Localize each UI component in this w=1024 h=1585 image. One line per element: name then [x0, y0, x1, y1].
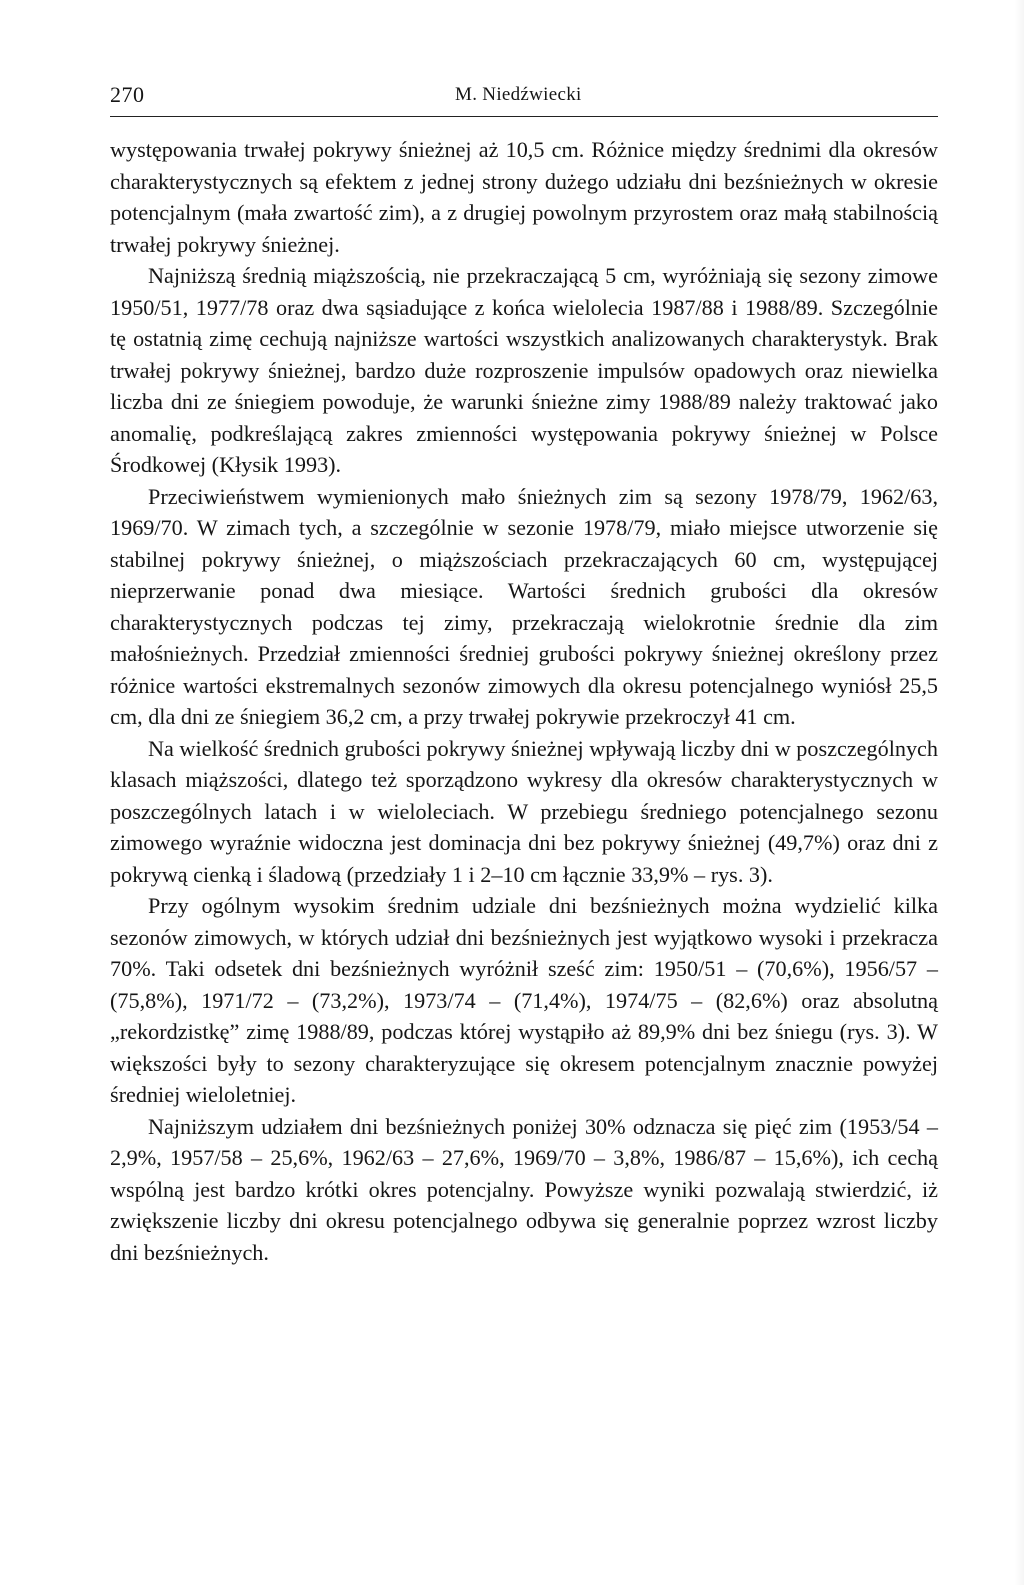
page-header — [110, 82, 938, 117]
paragraph-lowest-thickness: Najniższą średnią miąższością, nie przekraczającą 5 cm, wyróżniają się sezony zimowe 1950/51, 1977/78 oraz dwa sąsiadujące z końca wielolecia 1987/88 i 1988/89. Szczególnie tę ostatnią zimę cechują najniższe wartości wszystkich analizowanych charakterystyk. Brak trwałej pokrywy śnieżnej, bardzo duże rozproszenie impulsów opadowych oraz niewielka liczba dni ze śniegiem powoduje, że warunki śnieżne zimy 1988/89 należy traktować jako anomalię, podkreślającą zakres zmienności występowania pokrywy śnieżnej w Polsce Środkowej (Kłysik 1993). — [110, 263, 938, 477]
body-text — [110, 134, 938, 1268]
paragraph-snowy-winters: Przeciwieństwem wymienionych mało śnieżnych zim są sezony 1978/79, 1962/63, 1969/70. W zimach tych, a szczególnie w sezonie 1978/79, miało miejsce utworzenie się stabilnej pokrywy śnieżnej, o miąższościach przekraczających 60 cm, występującej nieprzerwanie ponad dwa miesiące. Wartości średnich grubości dla okresów charakterystycznych podczas tej zimy, przekraczają wielokrotnie średnie dla zim małośnieżnych. Przedział zmienności średniej grubości pokrywy śnieżnej określony przez różnice wartości ekstremalnych sezonów zimowych dla okresu potencjalnego wyniósł 25,5 cm, dla dni ze śniegiem 36,2 cm, a przy trwałej pokrywie przekroczył 41 cm. — [110, 483, 938, 729]
page-number: 270 — [110, 82, 145, 107]
paragraph-snowless-days-high: Przy ogólnym wysokim średnim udziale dni bezśnieżnych można wydzielić kilka sezonów zimowych, w których udział dni bezśnieżnych jest wyjątkowo wysoki i przekracza 70%. Taki odsetek dni bezśnieżnych wyróżnił sześć zim: 1950/51 – (70,6%), 1956/57 – (75,8%), 1971/72 – (73,2%), 1973/74 – (71,4%), 1974/75 – (82,6%) oraz absolutną „rekordzistkę” zimę 1988/89, podczas której wystąpiło aż 89,9% dni bez śniegu (rys. 3). W większości były to sezony charakteryzujące się okresem potencjalnym znacznie powyżej średniej wieloletniej. — [110, 893, 938, 1107]
paragraph-thickness-classes: Na wielkość średnich grubości pokrywy śnieżnej wpływają liczby dni w poszczególnych klasach miąższości, dlatego też sporządzono wykresy dla okresów charakterystycznych w poszczególnych latach i w wieloleciach. W przebiegu średniego potencjalnego sezonu zimowego wyraźnie widoczna jest dominacja dni bez pokrywy śnieżnej (49,7%) oraz dni z pokrywą cienką i śladową (przedziały 1 i 2–10 cm łącznie 33,9% – rys. 3). — [110, 735, 938, 887]
paragraph-snowless-days-low: Najniższym udziałem dni bezśnieżnych poniżej 30% odznacza się pięć zim (1953/54 – 2,9%, 1957/58 – 25,6%, 1962/63 – 27,6%, 1969/70 – 3,8%, 1986/87 – 15,6%), ich cechą wspólną jest bardzo krótki okres potencjalny. Powyższe wyniki pozwalają stwierdzić, iż zwiększenie liczby dni okresu potencjalnego odbywa się generalnie poprzez wzrost liczby dni bezśnieżnych. — [110, 1113, 938, 1265]
paragraph-continuation: występowania trwałej pokrywy śnieżnej aż 10,5 cm. Różnice między średnimi dla okresów charakterystycznych są efektem z jednej strony dużego udziału dni bezśnieżnych w okresie potencjalnym (mała zwartość zim), a z drugiej powolnym przyrostem oraz małą stabilnością trwałej pokrywy śnieżnej. — [110, 137, 938, 257]
scan-edge-shadow — [1014, 0, 1024, 1585]
running-head-author: M. Niedźwiecki — [455, 84, 582, 105]
